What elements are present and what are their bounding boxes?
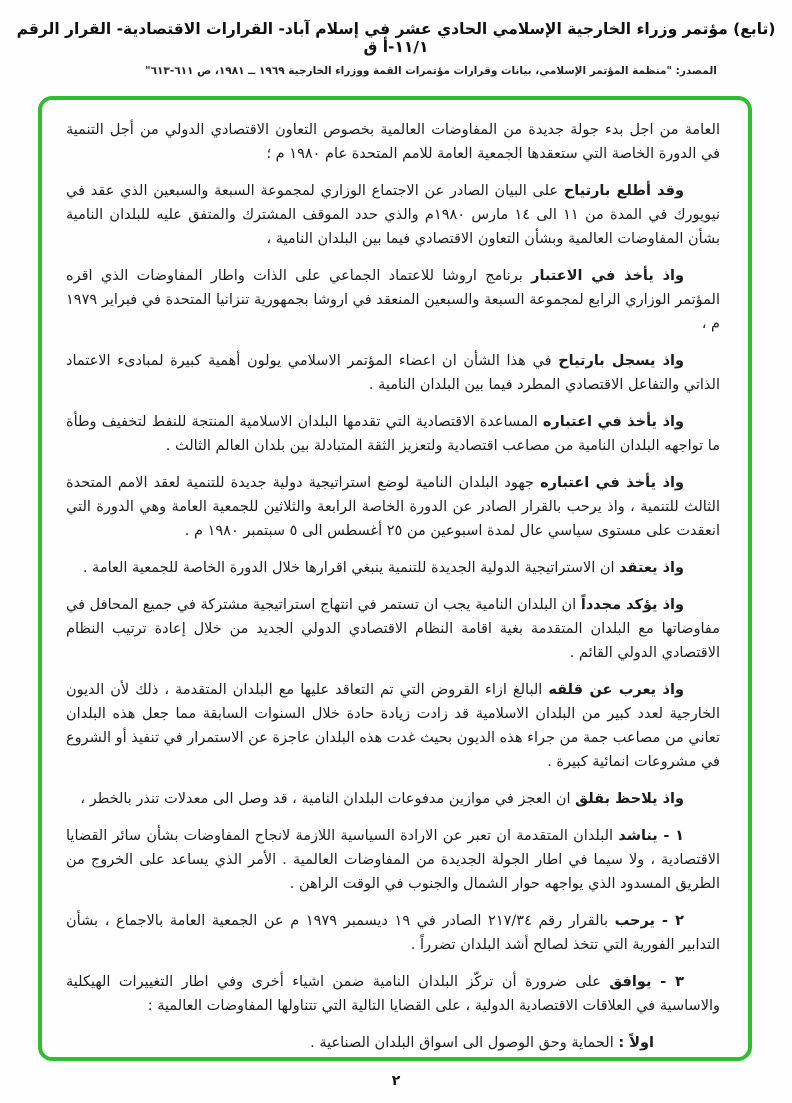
paragraph-lead: اولاً : [618,1035,654,1051]
paragraph-lead: ١ - يناشد [618,828,684,844]
paragraph-text: البالغ ازاء القروض التي تم التعاقد عليها مع البلدان المتقدمة ، ذلك لأن الديون الخارجية لعدد كبير من البلدان الاسلامية قد زادت زيادة حادة خلال السنوات السابقة مما جعل هذه البلدان تعاني من مصاعب جمة من جراء هذه الديون بحيث غدت هذه البلدان عاجزة عن الاستمرار في تنفيذ أو الشروع في مشروعات انمائية كبيرة . [66,682,720,770]
paragraph-text: ان البلدان النامية يجب ان تستمر في انتهاج استراتيجية مشتركة في جميع المحافل في مفاوضاتها مع البلدان المتقدمة بغية اقامة النظام الاقتصادي الدولي الجديد من خلال إعادة ترتيب النظام الاقتصادي الدولي القائم . [66,597,720,661]
paragraph [66,349,720,397]
paragraph-lead: واذ يعتقد [619,560,684,576]
highlight-box [38,96,752,1061]
paragraph-numbered-2 [66,909,720,957]
paragraph [66,787,720,811]
paragraph-lead: واذ يأخذ في الاعتبار [531,268,684,284]
paragraph-lead: واذ يأخذ في اعتباره [542,414,684,430]
paragraph [66,179,720,251]
paragraph-lead: واذ يعرب عن قلقه [548,682,684,698]
paragraph-text: البلدان المتقدمة ان تعبر عن الارادة السياسية اللازمة لانجاح المفاوضات بشأن سائر القضايا الاقتصادية ، ولا سيما في اطار الجولة الجديدة من المفاوضات العالمية . الأمر الذي يساعد على الخروج من الطريق المسدود الذي يواجهه حوار الشمال والجنوب في الوقت الراهن . [66,828,720,892]
paragraph [66,678,720,774]
paragraph-text: المساعدة الاقتصادية التي تقدمها البلدان الاسلامية المنتجة للنفط لتخفيف وطأة ما تواجهه البلدان النامية من مصاعب اقتصادية ولتعزيز الثقة المتبادلة بين بلدان العالم الثالث . [66,414,720,454]
paragraph-lead: واذ يلاحظ بقلق [575,791,684,807]
paragraph-text: على ضرورة أن تركّز البلدان النامية ضمن اشياء أخرى وفي اطار التغييرات الهيكلية والاساسية في العلاقات الاقتصادية الدولية ، على القضايا التالية التي تتناولها المفاوضات العالمية : [66,974,720,1014]
source-line: المصدر: "منظمة المؤتمر الإسلامي، بيانات وقرارات مؤتمرات القمة ووزراء الخارجية ١٩٦٩ ــ ١٩٨١، ص ٦١١-٦١٣" [145,65,717,77]
paragraph-text: العامة من اجل بدء جولة جديدة من المفاوضات العالمية بخصوص التعاون الاقتصادي الدولي من أجل التنمية في الدورة الخاصة التي ستعقدها الجمعية العامة للامم المتحدة عام ١٩٨٠ م ؛ [66,122,720,162]
paragraph-text: ان الاستراتيجية الدولية الجديدة للتنمية ينبغي اقرارها خلال الدورة الخاصة للجمعية العامة . [82,560,620,576]
page-title: (تابع) مؤتمر وزراء الخارجية الإسلامي الحادي عشر في إسلام آباد- القرارات الاقتصادية- القرار الرقم ١١/١-أ ق [16,20,776,56]
paragraph-item-first [66,1031,720,1055]
paragraph-lead: واذ يسجل بارتياح [558,353,685,369]
paragraph-text: ان العجز في موازين مدفوعات البلدان النامية ، قد وصل الى معدلات تنذر بالخطر ، [80,791,576,807]
paragraph-numbered-3 [66,970,720,1018]
paragraph-text: على البيان الصادر عن الاجتماع الوزاري لمجموعة السبعة والسبعين الذي عقد في نيويورك في المدة من ١١ الى ١٤ مارس ١٩٨٠م والذي حدد الموقف المشترك والمتفق عليه للبلدان النامية بشأن المفاوضات العالمية وبشأن التعاون الاقتصادي فيما بين البلدان النامية ، [66,183,720,247]
paragraph-text: برنامج اروشا للاعتماد الجماعي على الذات واطار المفاوضات الذي اقره المؤتمر الوزاري الرابع لمجموعة السبعة والسبعين المنعقد في اروشا بجمهورية تنزانيا المتحدة في فبراير ١٩٧٩ م ، [66,268,720,332]
paragraph [66,264,720,336]
page-number: ٢ [391,1073,401,1089]
paragraph-text: الحماية وحق الوصول الى اسواق البلدان الصناعية . [310,1035,619,1051]
paragraph-lead: واذ يؤكد مجدداً [580,597,684,613]
paragraph [66,118,720,166]
paragraph [66,556,720,580]
paragraph-numbered-1 [66,824,720,896]
document-header [0,0,792,77]
paragraph-lead: وقد أطلع بارتياح [563,183,684,199]
paragraph [66,410,720,458]
paragraph-text: في هذا الشأن ان اعضاء المؤتمر الاسلامي يولون أهمية كبيرة لمبادىء الاعتماد الذاتي والتفاعل الاقتصادي المطرد فيما بين البلدان النامية . [66,353,720,393]
paragraph [66,471,720,543]
paragraph [66,593,720,665]
paragraph-lead: واذ يأخذ في اعتباره [540,475,684,491]
paragraph-text: بالقرار رقم ٢١٧/٣٤ الصادر في ١٩ ديسمبر ١٩٧٩ م عن الجمعية العامة بالاجماع ، بشأن التدابير الفورية التي تتخذ لصالح أشد البلدان تضرراً . [66,913,720,953]
paragraph-lead: ٣ - يوافق [609,974,684,990]
paragraph-text: جهود البلدان النامية لوضع استراتيجية دولية جديدة للتنمية لعقد الامم المتحدة الثالث للتنمية ، واذ يرحب بالقرار الصادر عن الدورة الخاصة الرابعة والثلاثين للجمعية العامة وهي الدورة التي انعقدت على مستوى سياسي عال لمدة اسبوعين من ٢٥ أغسطس الى ٥ سبتمبر ١٩٨٠ م . [66,475,720,539]
paragraph-lead: ٢ - يرحب [614,913,685,929]
